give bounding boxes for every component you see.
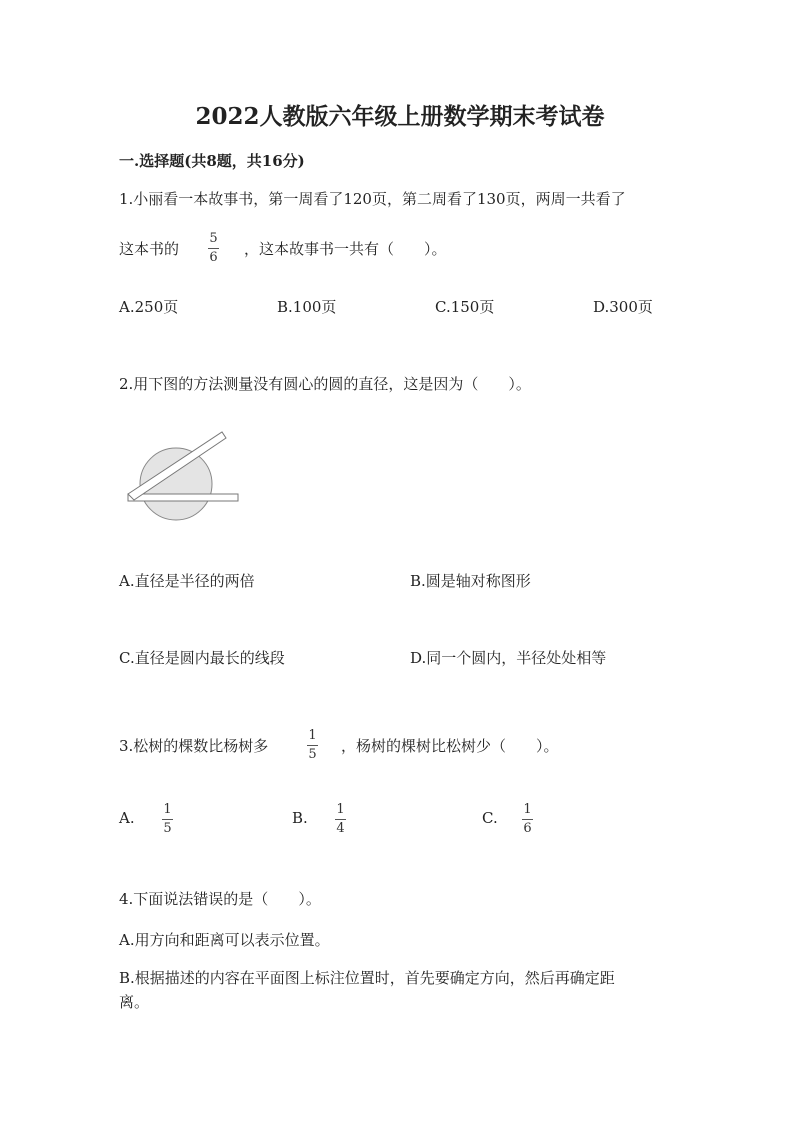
question-1-line-2-prefix: 这本书的 xyxy=(119,240,180,258)
fraction-numerator: 1 xyxy=(523,802,532,817)
question-4-option-b-line-1[interactable]: B.根据描述的内容在平面图上标注位置时，首先要确定方向，然后再确定距 xyxy=(119,969,615,987)
question-3-suffix: ，杨树的棵树比松树少（ ）。 xyxy=(341,737,559,755)
question-2-option-c[interactable]: C.直径是圆内最长的线段 xyxy=(119,649,285,667)
fraction-denominator: 6 xyxy=(209,250,218,265)
fraction-bar xyxy=(162,819,173,820)
fraction-denominator: 5 xyxy=(163,821,172,836)
question-1-option-d[interactable]: D.300页 xyxy=(593,298,653,316)
fraction-numerator: 1 xyxy=(163,802,172,817)
question-4-option-a[interactable]: A.用方向和距离可以表示位置。 xyxy=(119,931,330,949)
question-3-option-b-fraction[interactable] xyxy=(335,802,346,837)
question-2-option-d[interactable]: D.同一个圆内，半径处处相等 xyxy=(410,649,607,667)
circle-diameter-figure xyxy=(122,428,252,524)
section-heading: 一.选择题(共8题，共16分) xyxy=(119,152,305,170)
ruler-horizontal xyxy=(128,494,238,501)
question-4-text: 4.下面说法错误的是（ ）。 xyxy=(119,890,321,908)
question-1-line-2-suffix: ，这本故事书一共有（ ）。 xyxy=(244,240,447,258)
fraction-bar xyxy=(307,745,318,746)
fraction-bar xyxy=(208,248,219,249)
question-3-option-c-fraction[interactable] xyxy=(522,802,533,837)
fraction-numerator: 1 xyxy=(308,728,317,743)
question-1-option-b[interactable]: B.100页 xyxy=(277,298,337,316)
fraction-denominator: 6 xyxy=(523,821,532,836)
question-2-option-b[interactable]: B.圆是轴对称图形 xyxy=(410,572,531,590)
question-3-option-c-label[interactable]: C. xyxy=(482,809,498,827)
fraction-bar xyxy=(522,819,533,820)
question-3-prefix: 3.松树的棵数比杨树多 xyxy=(119,737,269,755)
question-1-option-a[interactable]: A.250页 xyxy=(119,298,179,316)
question-2-option-a[interactable]: A.直径是半径的两倍 xyxy=(119,572,255,590)
question-2-text: 2.用下图的方法测量没有圆心的圆的直径，这是因为（ ）。 xyxy=(119,375,531,393)
fraction-numerator: 5 xyxy=(209,231,218,246)
question-1-fraction xyxy=(208,231,219,266)
question-1-line-1: 1.小丽看一本故事书，第一周看了120页，第二周看了130页，两周一共看了 xyxy=(119,190,626,208)
fraction-denominator: 5 xyxy=(308,747,317,762)
page-title: 2022人教版六年级上册数学期末考试卷 xyxy=(195,103,605,130)
question-3-option-b-label[interactable]: B. xyxy=(292,809,308,827)
question-3-fraction xyxy=(307,728,318,763)
question-1-option-c[interactable]: C.150页 xyxy=(435,298,495,316)
question-4-option-b-line-2[interactable]: 离。 xyxy=(119,993,150,1011)
fraction-bar xyxy=(335,819,346,820)
question-3-option-a-label[interactable]: A. xyxy=(119,809,135,827)
fraction-denominator: 4 xyxy=(336,821,345,836)
fraction-numerator: 1 xyxy=(336,802,345,817)
question-3-option-a-fraction[interactable] xyxy=(162,802,173,837)
